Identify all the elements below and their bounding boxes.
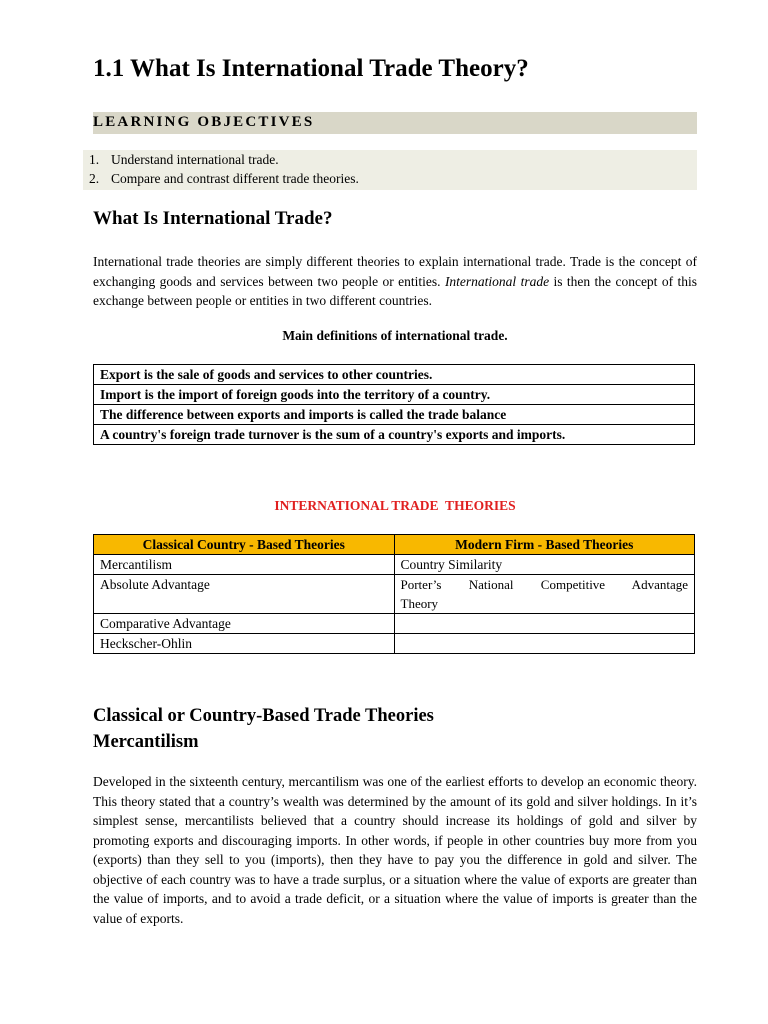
table-row (94, 385, 695, 405)
column-header: Classical Country - Based Theories (94, 535, 395, 555)
theories-table (93, 534, 695, 654)
list-item-text: Understand international trade. (111, 152, 279, 167)
table-cell: Heckscher-Ohlin (94, 634, 395, 654)
cell-line: Theory (400, 596, 439, 611)
paragraph-text: is then the concept of this exchange between people or entities in two different countries. (93, 273, 697, 308)
section-heading: Classical or Country-Based Trade Theories (93, 706, 434, 726)
theories-title: INTERNATIONAL TRADE THEORIES (274, 498, 516, 513)
table-row (94, 614, 695, 634)
table-cell (394, 575, 695, 614)
list-item (83, 150, 697, 169)
table-cell: Country Similarity (394, 555, 695, 575)
table-row (94, 575, 695, 614)
paragraph-text: International trade theories are simply different theories to explain international trade. Trade is the concept of exchanging goods and services between two people or entities. (93, 254, 697, 289)
table-cell: Comparative Advantage (94, 614, 395, 634)
table-row (94, 555, 695, 575)
italic-term: International trade (444, 273, 550, 289)
list-item-number: 1. (89, 152, 100, 167)
table-cell: The difference between exports and imports is called the trade balance (94, 405, 695, 425)
table-row (94, 405, 695, 425)
table-row (94, 425, 695, 445)
table-cell (394, 634, 695, 654)
table-cell: Absolute Advantage (94, 575, 395, 614)
mercantilism-paragraph: Developed in the sixteenth century, mercantilism was one of the earliest efforts to develop an economic theory. This theory stated that a country’s wealth was determined by the amount of its gold and silver holdings. In it’s simplest sense, mercantilists believed that a country should increase its holdings of gold and silver by promoting exports and discouraging imports. In other words, if people in other countries buy more from you (exports) than they sell to you (imports), then they have to pay you the difference in gold and silver. The objective of each country was to have a trade surplus, or a situation where the value of exports are greater than the value of imports, and to avoid a trade deficit, or a situation where the value of imports is greater than the value of exports. (93, 774, 697, 926)
table-header-row (94, 535, 695, 555)
table-cell: Mercantilism (94, 555, 395, 575)
learning-objectives-header (93, 112, 697, 134)
page-title: 1.1 What Is International Trade Theory? (93, 55, 529, 82)
table-cell (394, 614, 695, 634)
section-heading: What Is International Trade? (93, 208, 333, 229)
table-cell: A country's foreign trade turnover is the sum of a country's exports and imports. (94, 425, 695, 445)
list-item-text: Compare and contrast different trade theories. (111, 171, 359, 186)
intro-paragraph (93, 252, 697, 311)
learning-objectives-list (83, 150, 697, 190)
definitions-table (93, 364, 695, 445)
table-cell: Export is the sale of goods and services to other countries. (94, 365, 695, 385)
table-cell: Import is the import of foreign goods into the territory of a country. (94, 385, 695, 405)
list-item-number: 2. (89, 171, 100, 186)
subsection-heading: Mercantilism (93, 732, 199, 752)
learning-objectives-title: LEARNING OBJECTIVES (93, 114, 315, 130)
cell-line: Porter’s National Competitive Advantage (400, 577, 688, 592)
list-item (83, 169, 697, 188)
table-row (94, 634, 695, 654)
table-row (94, 365, 695, 385)
column-header: Modern Firm - Based Theories (394, 535, 695, 555)
definitions-title: Main definitions of international trade. (282, 328, 508, 343)
